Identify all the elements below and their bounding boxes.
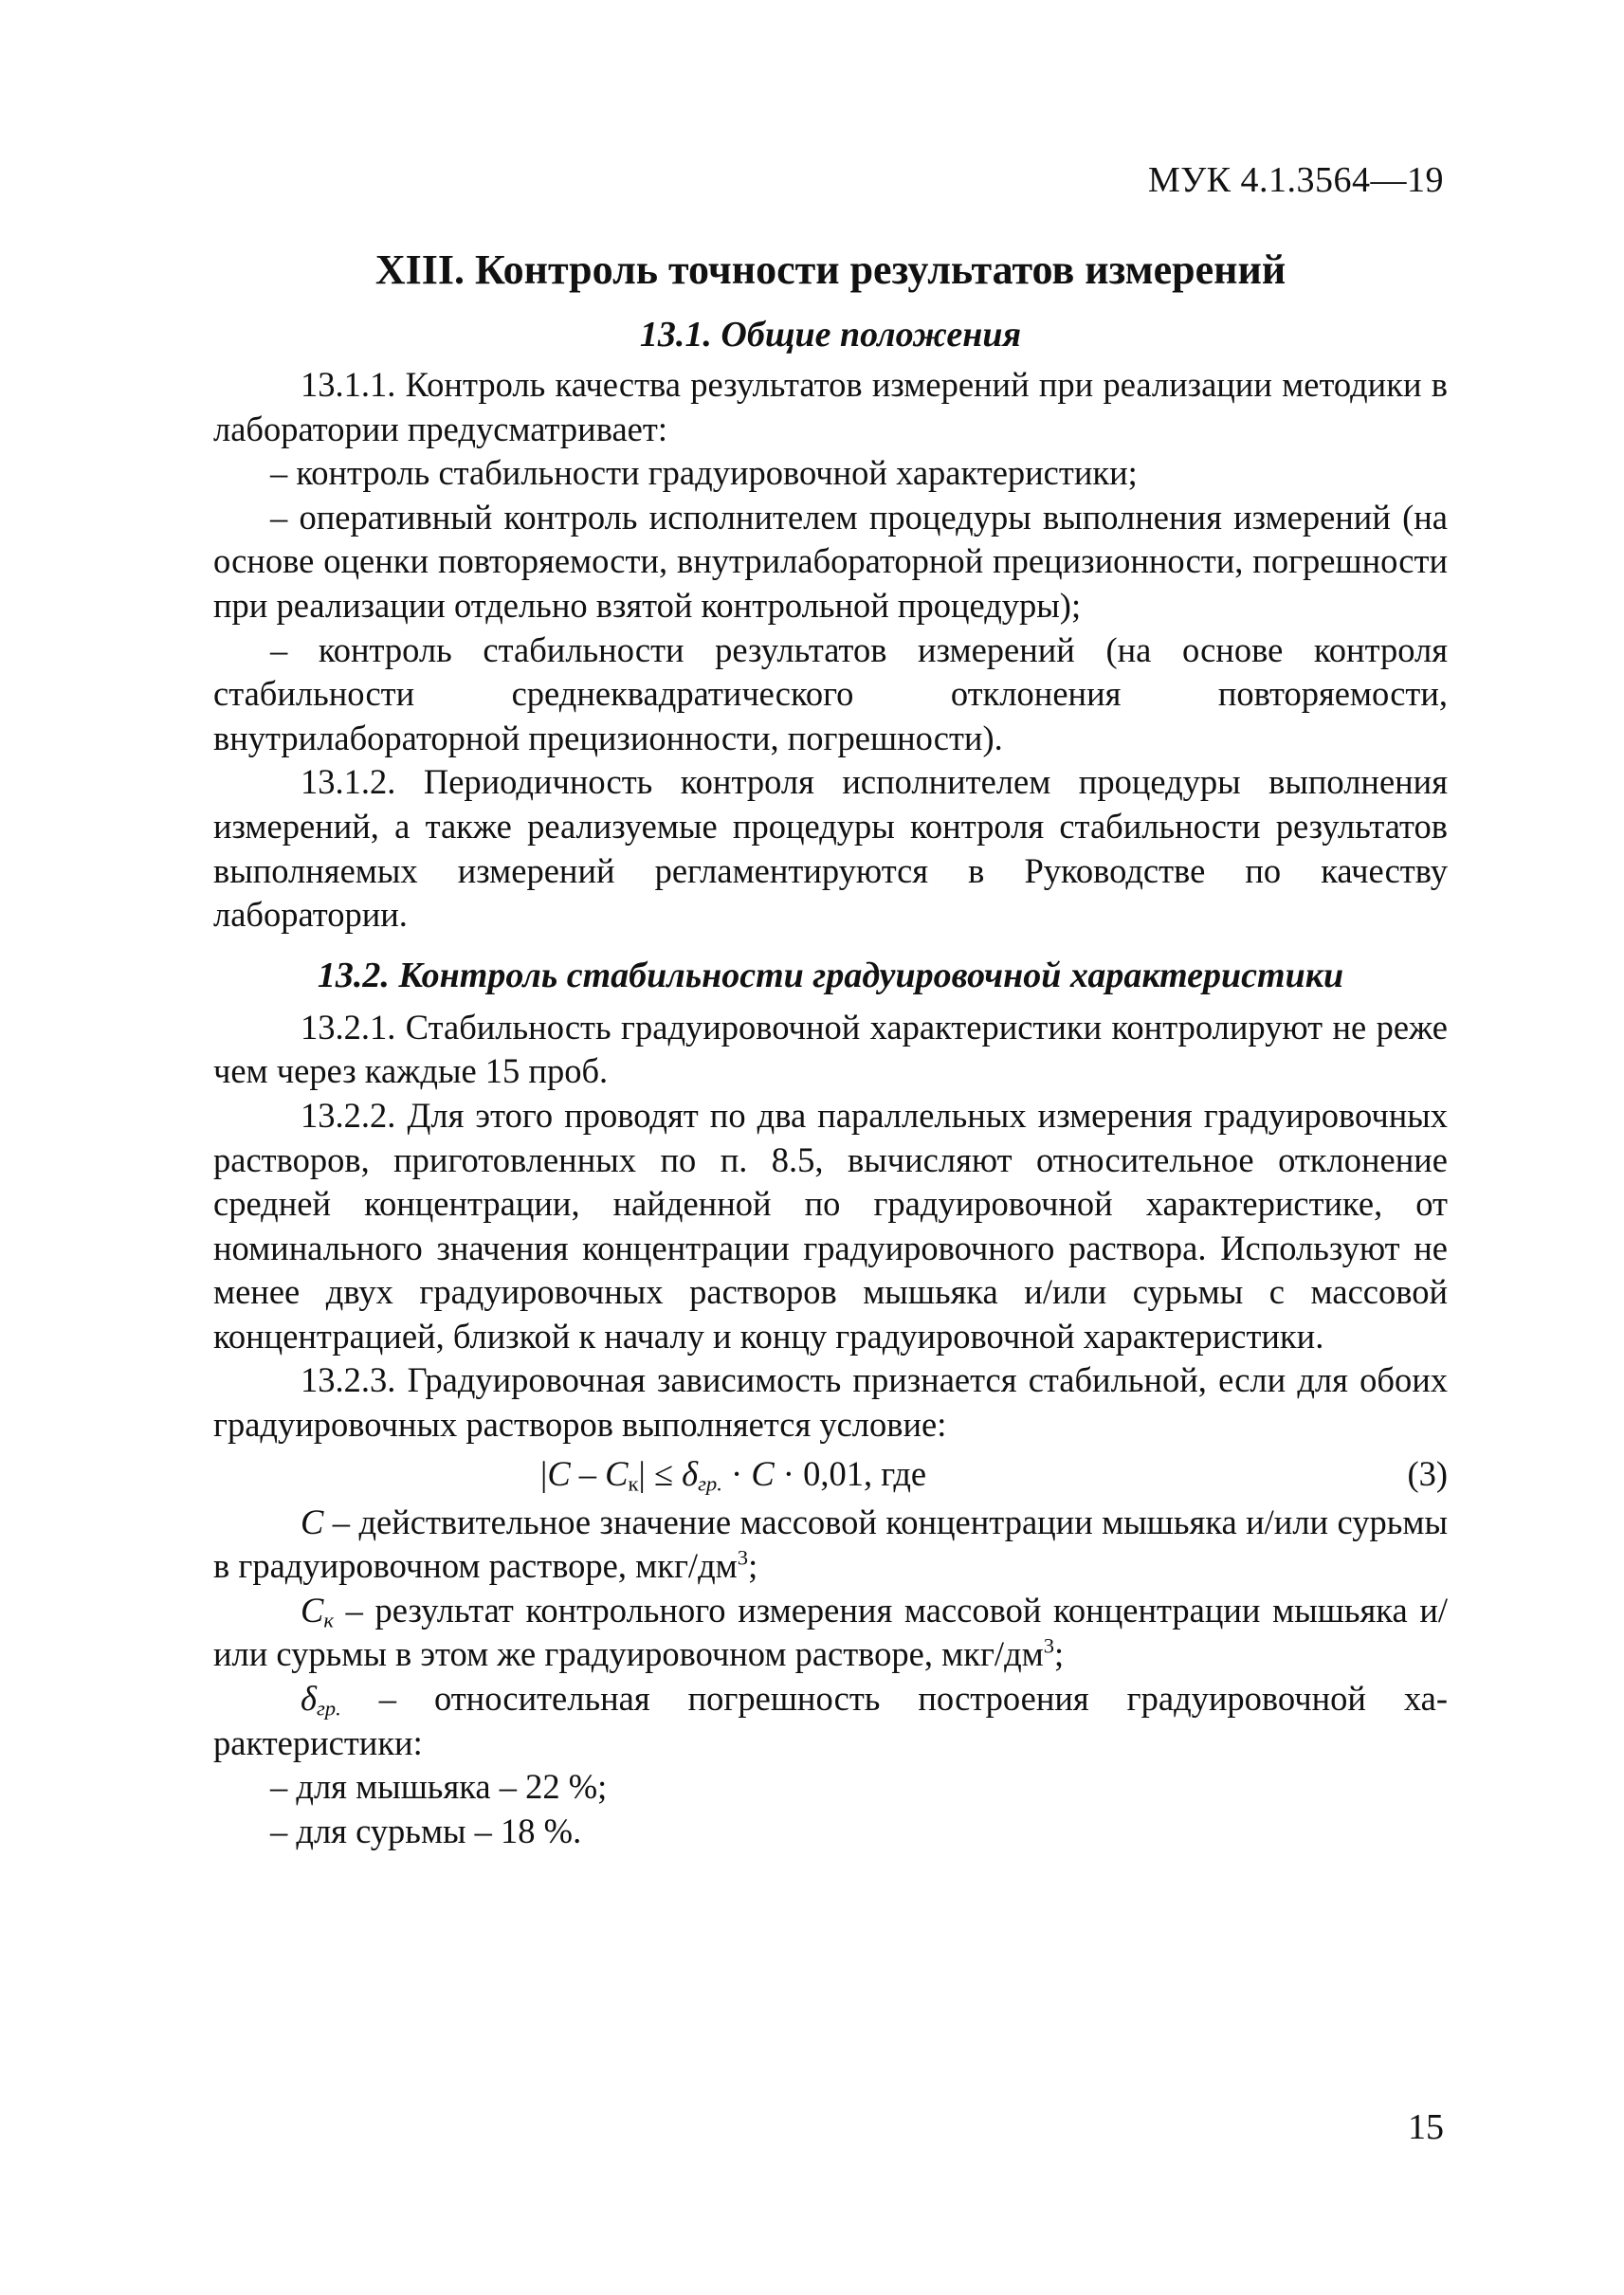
list-item: – контроль стабильности градуировочной характеристики; [270, 453, 1138, 493]
list-item: – для мышьяка – 22 %; [270, 1767, 608, 1807]
definition-ck: $C_к$ – результат контрольного измерения массовой концентрации мышьяка и/или сурьмы в этом же градуировочном растворе, мкг/$дм^3$; [213, 1590, 1448, 1674]
list-item: – оперативный контроль исполнителем процедуры выполнения измерений (на основе оценки повторяемости, внутрилабораторной прецизионности, погрешности при реализации отдельно взятой контрольной процедуры); [213, 497, 1448, 625]
page-number: 15 [1408, 2107, 1444, 2147]
page-content [213, 242, 1448, 1853]
definition-c: C – действительное значение массовой концентрации мышьяка и/или сурьмы в градуировочном растворе, мкг/$дм^3$; [213, 1502, 1448, 1586]
definition-delta: $\delta_{гр.}$ – относительная погрешность построения градуировочной характеристики: [213, 1679, 1448, 1762]
paragraph-13-2-1: 13.2.1. Стабильность градуировочной характеристики контролируют не реже чем через каждые 15 проб. [213, 1007, 1448, 1091]
list-item: – для сурьмы – 18 %. [270, 1811, 582, 1850]
chapter-title: XIII. Контроль точности результатов измерений [374, 246, 1286, 293]
document-code: МУК 4.1.3564—19 [1147, 160, 1444, 200]
list-item: – контроль стабильности результатов измерений (на основе контроля стабильности среднеквадратического отклонения повторяемости, внутрилабораторной прецизионности, погрешности). [213, 629, 1448, 757]
section-title-13-2: 13.2. Контроль стабильности градуировочной характеристики [317, 955, 1344, 995]
paragraph-13-2-2: 13.2.2. Для этого проводят по два параллельных измерения градуировочных растворов, приготовленных по п. 8.5, вычисляют относительное отклонение средней концентрации, найденной по градуировочной характеристике, от номинального значения концентрации градуировочного раствора. Используют не менее двух градуировочных растворов мышьяка и/или сурьмы с массовой концентрацией, близкой к началу и концу градуировочной характеристики. [213, 1095, 1448, 1356]
paragraph-13-1-1: 13.1.1. Контроль качества результатов измерений при реализации методики в лаборатории предусматривает: [213, 365, 1448, 448]
paragraph-13-2-3: 13.2.3. Градуировочная зависимость признается стабильной, если для обоих градуировочных растворов выполняется условие: [213, 1360, 1448, 1445]
formula-number: (3) [1407, 1453, 1448, 1493]
formula-3: $|C - C_к| \le \delta_{гр.} \cdot C \cdot 0,01$, где [540, 1453, 927, 1496]
section-title-13-1: 13.1. Общие положения [639, 315, 1022, 355]
formula-row [213, 1448, 1448, 1501]
paragraph-13-1-2: 13.1.2. Периодичность контроля исполнителем процедуры выполнения измерений, а также реализуемые процедуры контроля стабильности результатов выполняемых измерений регламентируются в Руководстве по качеству лаборатории. [213, 762, 1448, 935]
